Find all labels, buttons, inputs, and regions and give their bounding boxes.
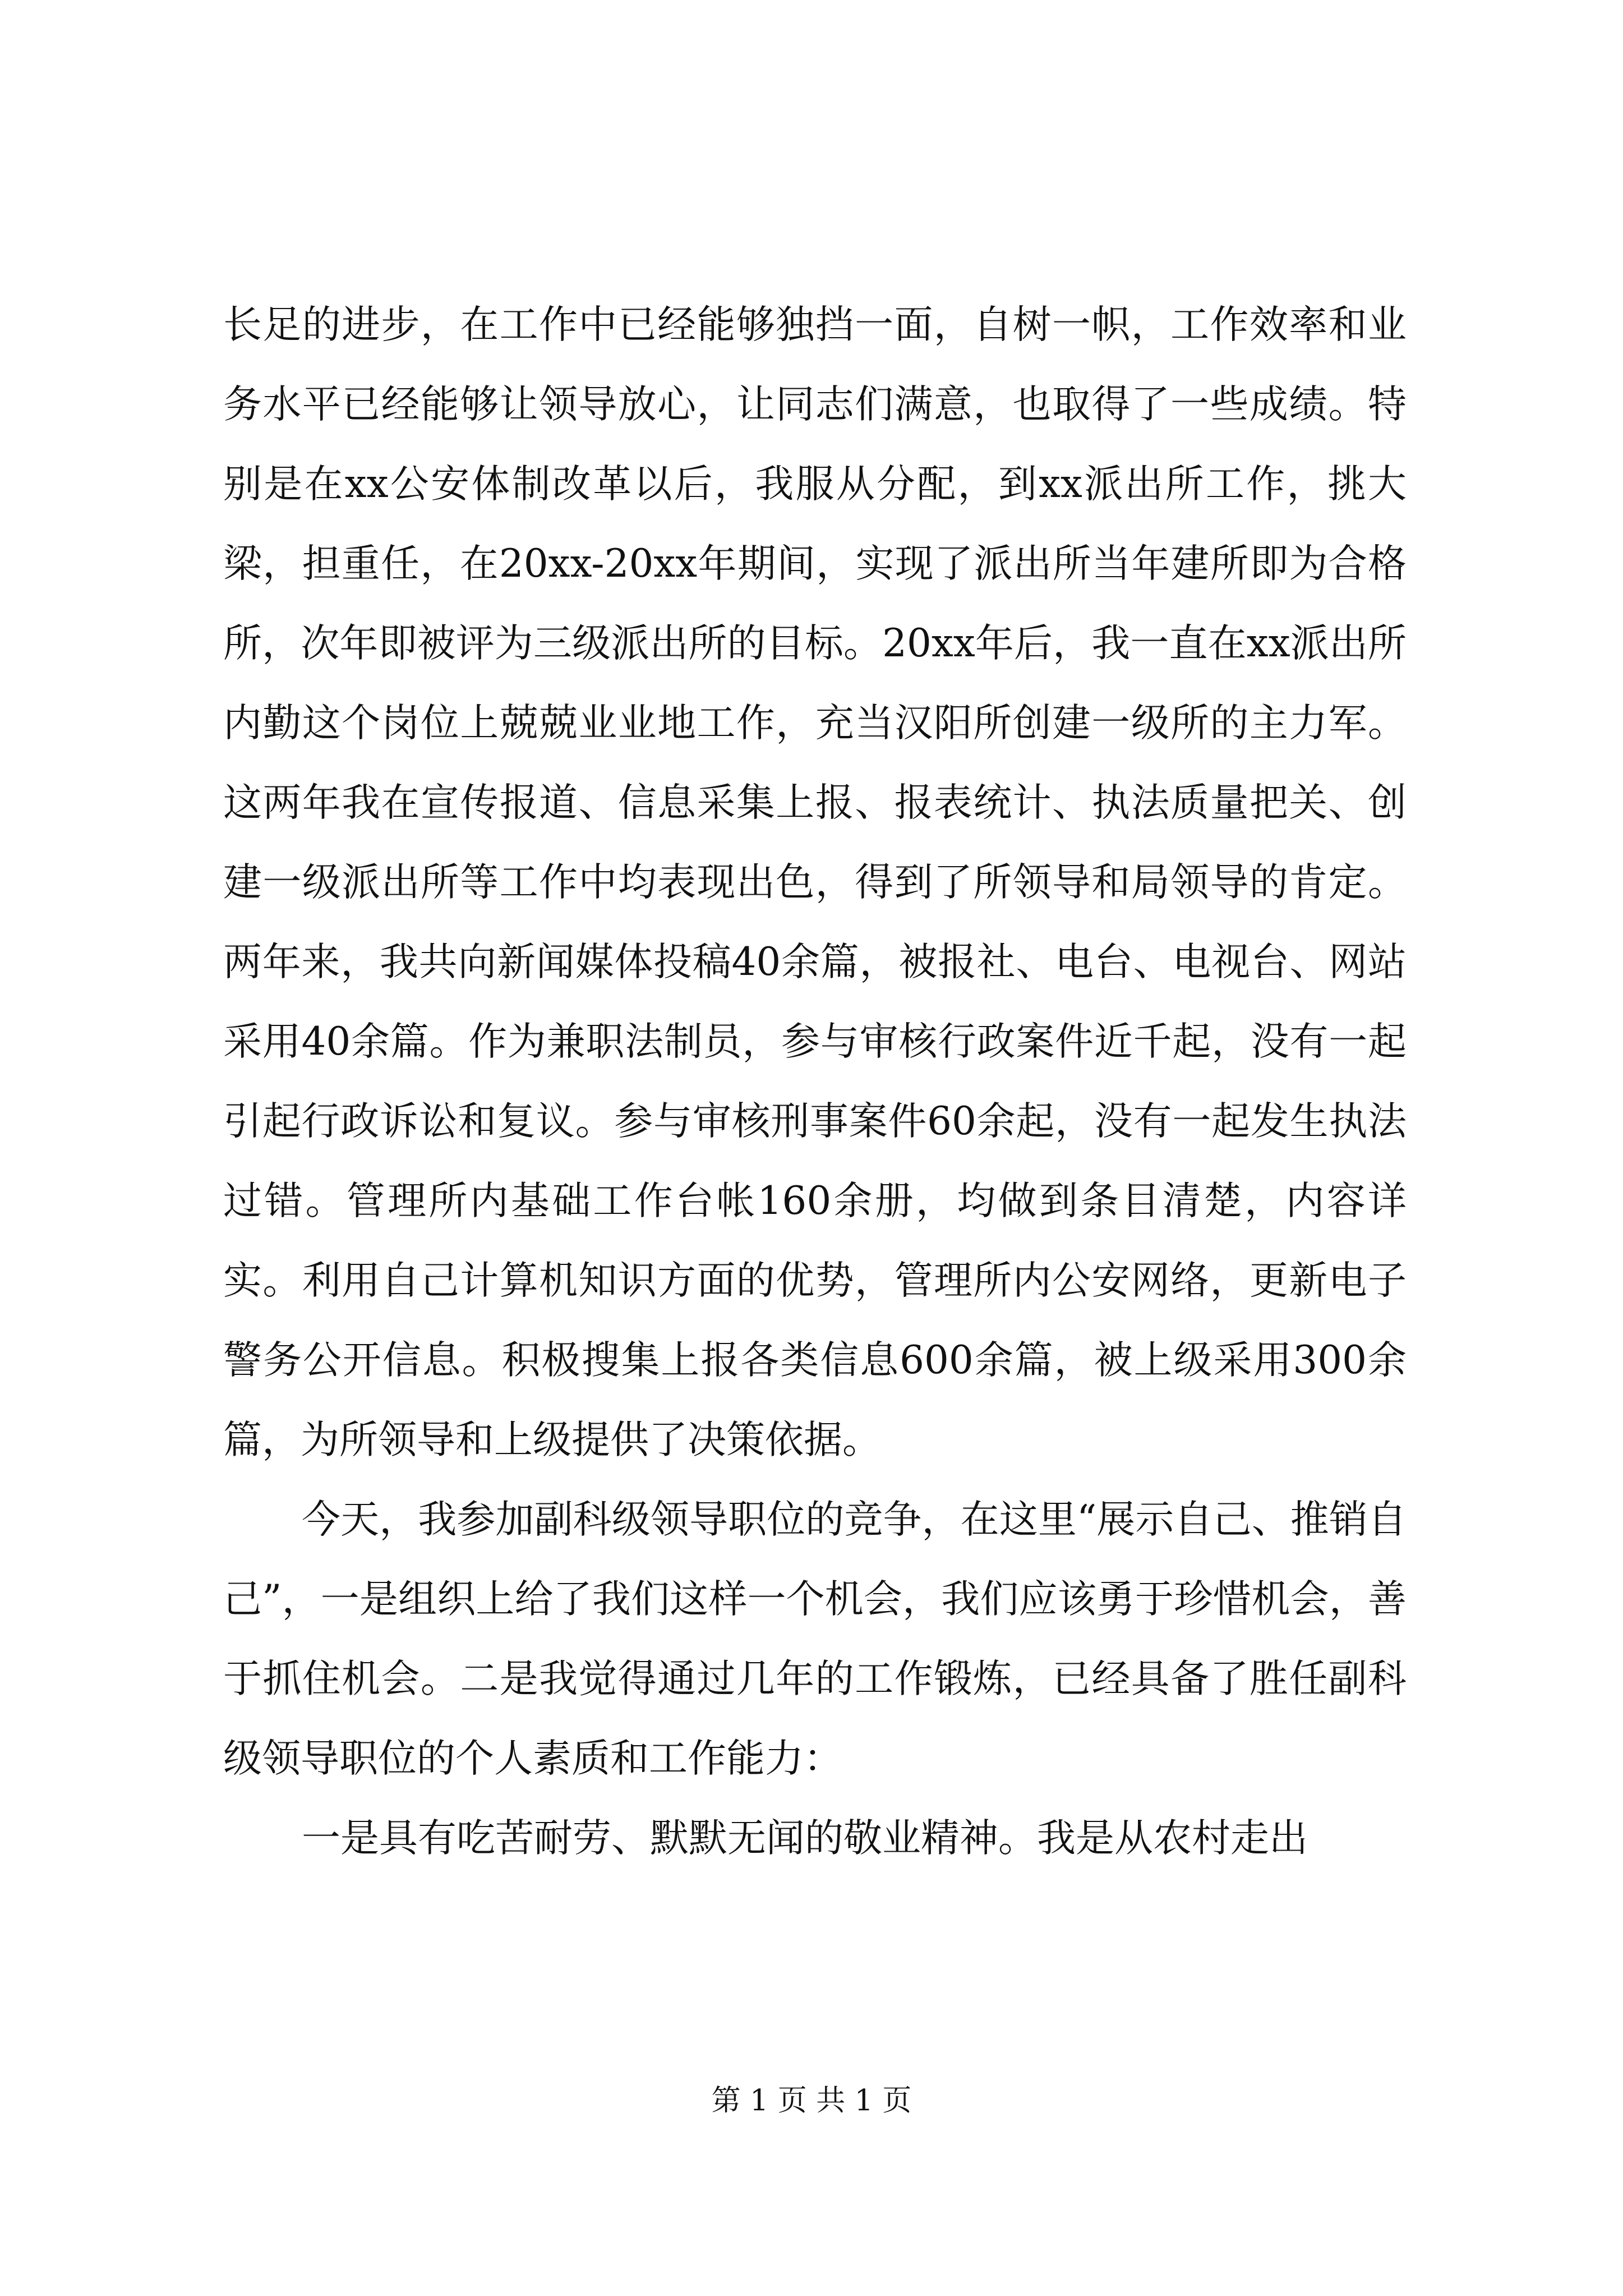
document-body [223,285,1407,1878]
body-paragraph-3: 一是具有吃苦耐劳、默默无闻的敬业精神。我是从农村走出 [302,1816,1308,1861]
page-number-label: 第 1 页 共 1 页 [711,2084,912,2118]
body-paragraph-2: 今天，我参加副科级领导职位的竞争，在这里“展示自己、推销自己”，一是组织上给了我们这样一个机会，我们应该勇于珍惜机会，善于抓住机会。二是我觉得通过几年的工作锻炼，已经具备了胜任副科级领导职位的个人素质和工作能力： [223,1497,1407,1781]
body-paragraph-1: 长足的进步，在工作中已经能够独挡一面，自树一帜，工作效率和业务水平已经能够让领导放心，让同志们满意，也取得了一些成绩。特别是在xx公安体制改革以后，我服从分配，到xx派出所工作，挑大梁，担重任，在20xx-20xx年期间，实现了派出所当年建所即为合格所，次年即被评为三级派出所的目标。20xx年后，我一直在xx派出所内勤这个岗位上兢兢业业地工作，充当汉阳所创建一级所的主力军。这两年我在宣传报道、信息采集上报、报表统计、执法质量把关、创建一级派出所等工作中均表现出色，得到了所领导和局领导的肯定。两年来，我共向新闻媒体投稿40余篇，被报社、电台、电视台、网站采用40余篇。作为兼职法制员，参与审核行政案件近千起，没有一起引起行政诉讼和复议。参与审核刑事案件60余起，没有一起发生执法过错。管理所内基础工作台帐160余册，均做到条目清楚，内容详实。利用自己计算机知识方面的优势，管理所内公安网络，更新电子警务公开信息。积极搜集上报各类信息600余篇，被上级采用300余篇，为所领导和上级提供了决策依据。 [223,302,1407,1462]
page-footer [0,2081,1623,2120]
